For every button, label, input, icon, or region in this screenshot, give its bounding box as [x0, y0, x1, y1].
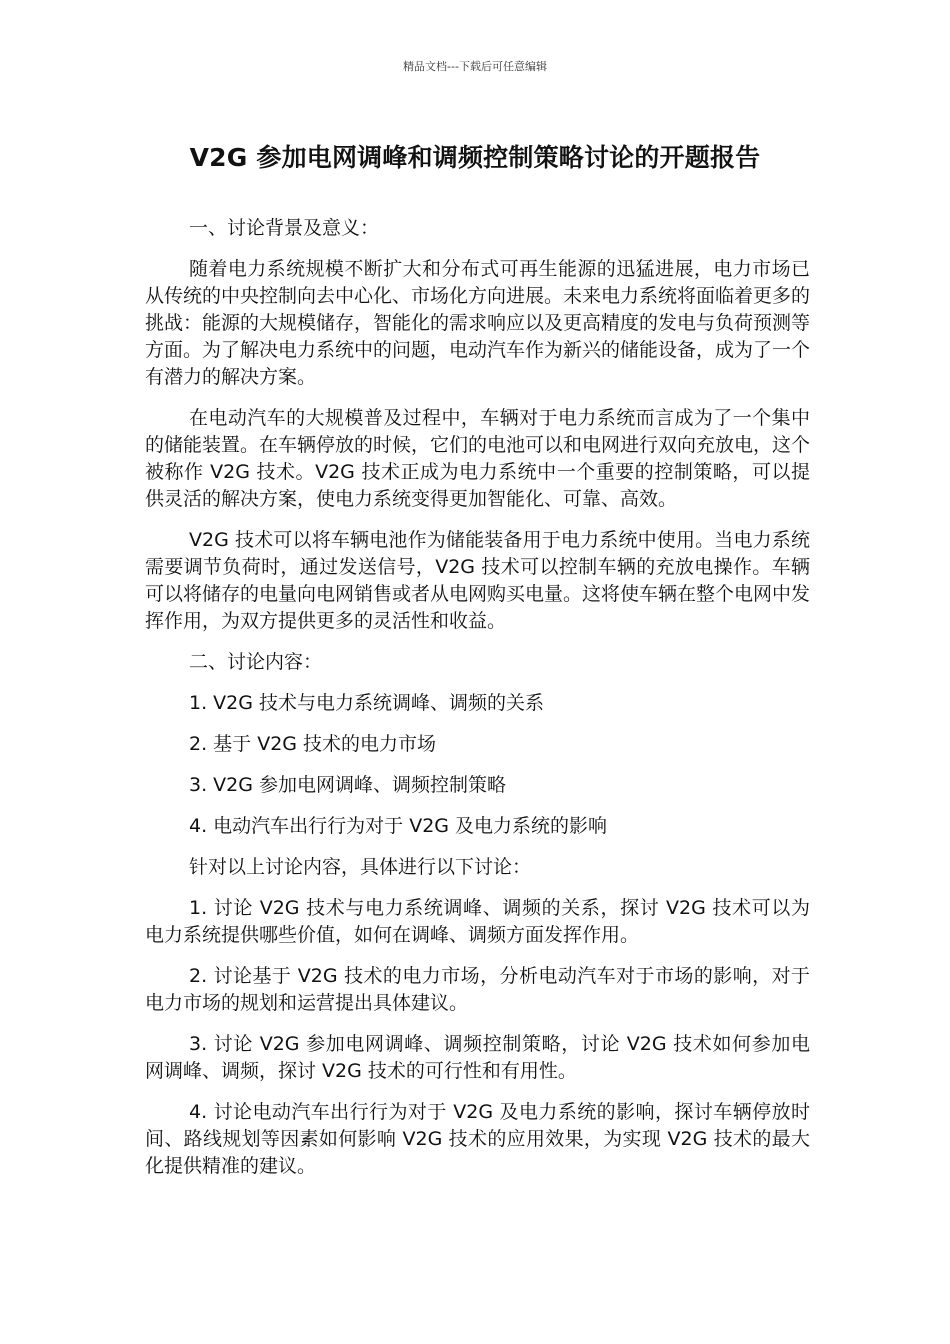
discussion-item-2: 2. 讨论基于 V2G 技术的电力市场，分析电动汽车对于市场的影响，对于电力市场的规划和运营提出具体建议。	[145, 965, 810, 1014]
section-heading-background: 一、讨论背景及意义：	[189, 217, 380, 239]
paragraph-background-1: 随着电力系统规模不断扩大和分布式可再生能源的迅猛进展，电力市场已从传统的中央控制向去中心化、市场化方向进展。未来电力系统将面临着更多的挑战：能源的大规模储存，智能化的需求响应以及更高精度的发电与负荷预测等方面。为了解决电力系统中的问题，电动汽车作为新兴的储能设备，成为了一个有潜力的解决方案。	[145, 258, 811, 388]
discussion-item-3: 3. 讨论 V2G 参加电网调峰、调频控制策略，讨论 V2G 技术如何参加电网调峰、调频，探讨 V2G 技术的可行性和有用性。	[145, 1033, 810, 1082]
document-body	[145, 215, 810, 1194]
content-item-4: 4. 电动汽车出行行为对于 V2G 及电力系统的影响	[189, 815, 608, 837]
paragraph-background-3: V2G 技术可以将车辆电池作为储能装备用于电力系统中使用。当电力系统需要调节负荷时，通过发送信号，V2G 技术可以控制车辆的充放电操作。车辆可以将储存的电量向电网销售或者从电网购买电量。这将使车辆在整个电网中发挥作用，为双方提供更多的灵活性和收益。	[145, 529, 811, 632]
document-title: V2G 参加电网调峰和调频控制策略讨论的开题报告	[189, 143, 761, 172]
content-item-1: 1. V2G 技术与电力系统调峰、调频的关系	[189, 692, 545, 714]
discussion-intro: 针对以上讨论内容，具体进行以下讨论：	[189, 856, 532, 878]
paragraph-background-2: 在电动汽车的大规模普及过程中，车辆对于电力系统而言成为了一个集中的储能装置。在车辆停放的时候，它们的电池可以和电网进行双向充放电，这个被称作 V2G 技术。V2G 技术正成为电力系统中一个重要的控制策略，可以提供灵活的解决方案，使电力系统变得更加智能化、可靠、高效。	[145, 407, 811, 510]
content-item-3: 3. V2G 参加电网调峰、调频控制策略	[189, 774, 507, 796]
header-note: 精品文档---下载后可任意编辑	[403, 60, 547, 73]
discussion-item-1: 1. 讨论 V2G 技术与电力系统调峰、调频的关系，探讨 V2G 技术可以为电力系统提供哪些价值，如何在调峰、调频方面发挥作用。	[145, 897, 810, 946]
section-heading-content: 二、讨论内容：	[189, 651, 323, 673]
content-item-2: 2. 基于 V2G 技术的电力市场	[189, 733, 437, 755]
discussion-item-4: 4. 讨论电动汽车出行行为对于 V2G 及电力系统的影响，探讨车辆停放时间、路线规划等因素如何影响 V2G 技术的应用效果，为实现 V2G 技术的最大化提供精准的建议。	[145, 1101, 810, 1177]
